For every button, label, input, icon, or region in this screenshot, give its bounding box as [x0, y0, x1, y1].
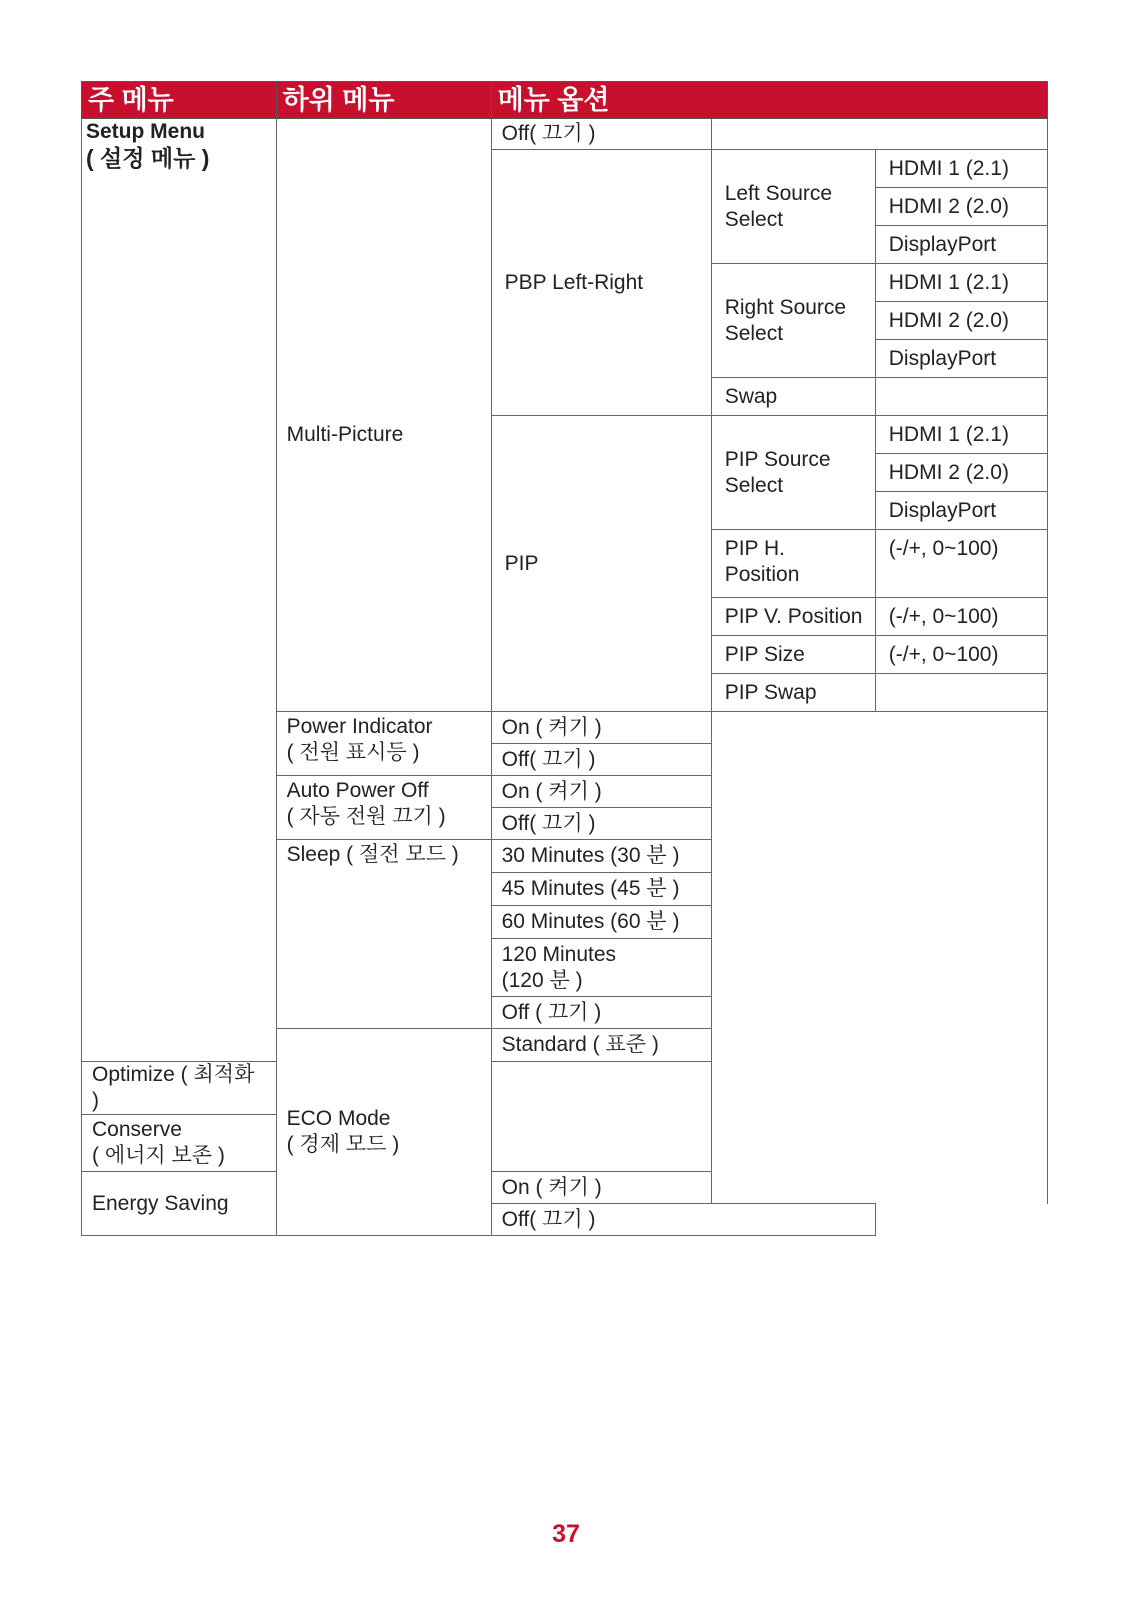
page-number: 37 [552, 1520, 580, 1548]
energy-saving-off: Off( 끄기 ) [491, 1204, 875, 1236]
pbp-swap: Swap [711, 378, 875, 416]
eco-mode-option: Standard ( 표준 ) [491, 1029, 711, 1062]
power-indicator-label-korean: ( 전원 표시등 ) [286, 741, 420, 764]
setup-menu-table [81, 81, 1048, 1236]
main-menu-cell [82, 119, 277, 1062]
sleep-option-120-line1: 120 Minutes [501, 942, 617, 966]
header-sub-menu: 하위 메뉴 [276, 82, 491, 119]
pip-source-option: HDMI 2 (2.0) [875, 454, 1047, 492]
left-source-select [711, 150, 875, 264]
pip-source-select [711, 416, 875, 530]
empty-area [711, 712, 1047, 1204]
pip-size: PIP Size [711, 636, 875, 674]
sleep-option: 30 Minutes (30 분 ) [491, 840, 711, 873]
main-menu-name-korean: ( 설정 메뉴 ) [86, 145, 210, 171]
table-header-row [82, 82, 1048, 119]
left-source-option: HDMI 2 (2.0) [875, 188, 1047, 226]
right-source-select [711, 264, 875, 378]
eco-mode-label-korean: ( 경제 모드 ) [286, 1133, 400, 1156]
submenu-sleep: Sleep ( 절전 모드 ) [276, 840, 491, 1029]
left-source-select-label: Left Source Select [724, 181, 833, 231]
right-source-option: HDMI 1 (2.1) [875, 264, 1047, 302]
pip-v-position: PIP V. Position [711, 598, 875, 636]
main-menu-name: Setup Menu [86, 120, 205, 143]
eco-mode-conserve-korean: ( 에너지 보존 ) [92, 1144, 225, 1167]
sleep-option: 60 Minutes (60 분 ) [491, 906, 711, 939]
sleep-option [491, 939, 711, 997]
pip-h-position [711, 530, 875, 598]
power-indicator-label: Power Indicator [286, 715, 433, 738]
submenu-auto-power-off [276, 776, 491, 840]
pip-h-position-range: (-/+, 0~100) [875, 530, 1047, 598]
pip-swap: PIP Swap [711, 674, 875, 712]
auto-power-off-label: Auto Power Off [286, 779, 429, 802]
right-source-option: DisplayPort [875, 340, 1047, 378]
pip-size-range: (-/+, 0~100) [875, 636, 1047, 674]
table-row [82, 119, 1048, 150]
sleep-option: Off ( 끄기 ) [491, 997, 711, 1029]
pip-source-select-label: PIP Source Select [724, 447, 831, 497]
option-pbp-left-right: PBP Left-Right [491, 150, 711, 416]
sleep-option: 45 Minutes (45 분 ) [491, 873, 711, 906]
eco-mode-option: Optimize ( 최적화 ) [82, 1062, 277, 1115]
submenu-eco-mode [276, 1029, 491, 1236]
auto-power-off-on: On ( 켜기 ) [491, 776, 711, 808]
left-source-option: HDMI 1 (2.1) [875, 150, 1047, 188]
submenu-power-indicator [276, 712, 491, 776]
eco-mode-label: ECO Mode [286, 1107, 391, 1130]
auto-power-off-label-korean: ( 자동 전원 끄기 ) [286, 805, 446, 828]
option-pip: PIP [491, 416, 711, 712]
pip-source-option: DisplayPort [875, 492, 1047, 530]
power-indicator-on: On ( 켜기 ) [491, 712, 711, 744]
sleep-option-120-line2: (120 분 ) [501, 968, 583, 992]
submenu-multi-picture: Multi-Picture [276, 119, 491, 712]
pip-h-position-label: PIP H. Position [724, 537, 800, 586]
eco-mode-energy-saving: Energy Saving [82, 1172, 277, 1236]
option-off: Off( 끄기 ) [491, 119, 711, 150]
eco-mode-option [82, 1115, 277, 1172]
empty-cell [875, 674, 1047, 712]
left-source-option: DisplayPort [875, 226, 1047, 264]
auto-power-off-off: Off( 끄기 ) [491, 808, 711, 840]
header-main-menu: 주 메뉴 [82, 82, 277, 119]
eco-mode-conserve: Conserve [92, 1118, 182, 1141]
pip-v-position-range: (-/+, 0~100) [875, 598, 1047, 636]
right-source-option: HDMI 2 (2.0) [875, 302, 1047, 340]
empty-cell [711, 119, 1047, 150]
pip-source-option: HDMI 1 (2.1) [875, 416, 1047, 454]
right-source-select-label: Right Source Select [724, 295, 847, 345]
header-menu-options: 메뉴 옵션 [491, 82, 1047, 119]
energy-saving-on: On ( 켜기 ) [491, 1172, 875, 1204]
power-indicator-off: Off( 끄기 ) [491, 744, 711, 776]
empty-cell [875, 378, 1047, 416]
